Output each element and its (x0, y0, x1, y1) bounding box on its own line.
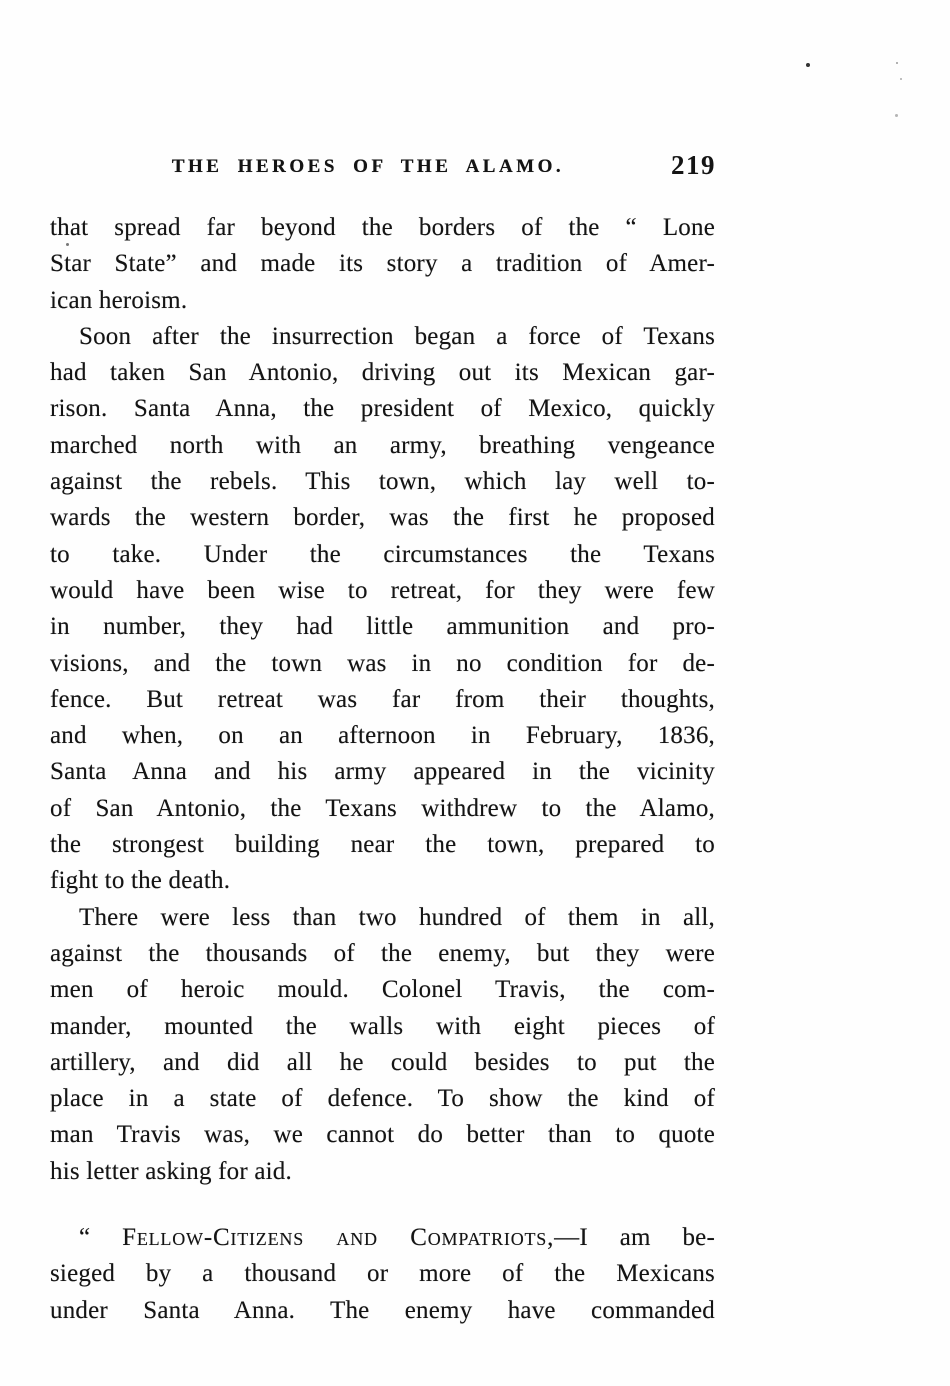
text-line: against the rebels. This town, which lay well to- (50, 468, 715, 496)
text-line: sieged by a thousand or more of the Mexicans (50, 1260, 715, 1288)
paragraph (50, 900, 715, 1190)
text-line: his letter asking for aid. (50, 1157, 292, 1185)
text-segment: “ (79, 1224, 123, 1252)
text-line: that spread far beyond the borders of the “ Lone (50, 214, 715, 241)
text-line: would have been wise to retreat, for they were few (50, 576, 715, 604)
scan-speckle (66, 243, 69, 246)
text-line: rison. Santa Anna, the president of Mexico, quickly (50, 395, 715, 423)
text-line: against the thousands of the enemy, but they were (50, 939, 715, 967)
scan-speckle (895, 114, 898, 117)
page-title: THE HEROES OF THE ALAMO. (171, 156, 565, 177)
text-line: visions, and the town was in no condition for de- (50, 649, 715, 677)
text-line: fence. But retreat was far from their thoughts, (50, 685, 715, 713)
paragraph (50, 210, 715, 319)
text-line: had taken San Antonio, driving out its Mexican gar- (50, 359, 715, 387)
text-line: Soon after the insurrection began a force of Texans (79, 322, 715, 350)
text-line: Star State” and made its story a tradition of Amer- (50, 250, 715, 278)
text-line: marched north with an army, breathing vengeance (50, 431, 715, 459)
text-line: of San Antonio, the Texans withdrew to the Alamo, (50, 794, 715, 822)
running-head (50, 152, 716, 186)
text-line: man Travis was, we cannot do better than to quote (50, 1121, 715, 1149)
paragraph (50, 319, 715, 900)
text-line: ican heroism. (50, 286, 188, 314)
text-line: place in a state of defence. To show the kind of (50, 1085, 715, 1113)
body-text (50, 210, 715, 1329)
text-line: Santa Anna and his army appeared in the vicinity (50, 758, 715, 786)
text-line: There were less than two hundred of them in all, (79, 903, 715, 931)
text-line: men of heroic mould. Colonel Travis, the com- (50, 976, 715, 1004)
smallcaps-text: Fellow-Citizens and Compatriots, (122, 1224, 555, 1252)
page-number: 219 (671, 150, 716, 180)
text-line (50, 1220, 715, 1256)
scan-speckle (896, 62, 898, 64)
text-line: under Santa Anna. The enemy have commanded (50, 1296, 715, 1324)
text-segment: —I am be- (554, 1224, 716, 1252)
text-line: fight to the death. (50, 867, 231, 895)
letter-paragraph (50, 1220, 715, 1329)
scan-speckle (806, 63, 810, 67)
text-line: artillery, and did all he could besides to put the (50, 1048, 715, 1076)
text-line: wards the western border, was the first he proposed (50, 504, 715, 532)
text-line: in number, they had little ammunition and pro- (50, 613, 715, 641)
text-line: to take. Under the circumstances the Texans (50, 540, 715, 568)
scan-speckle (900, 78, 902, 80)
text-line: and when, on an afternoon in February, 1836, (50, 722, 715, 750)
text-line: mander, mounted the walls with eight pieces of (50, 1012, 715, 1040)
text-line: the strongest building near the town, prepared to (50, 831, 715, 859)
